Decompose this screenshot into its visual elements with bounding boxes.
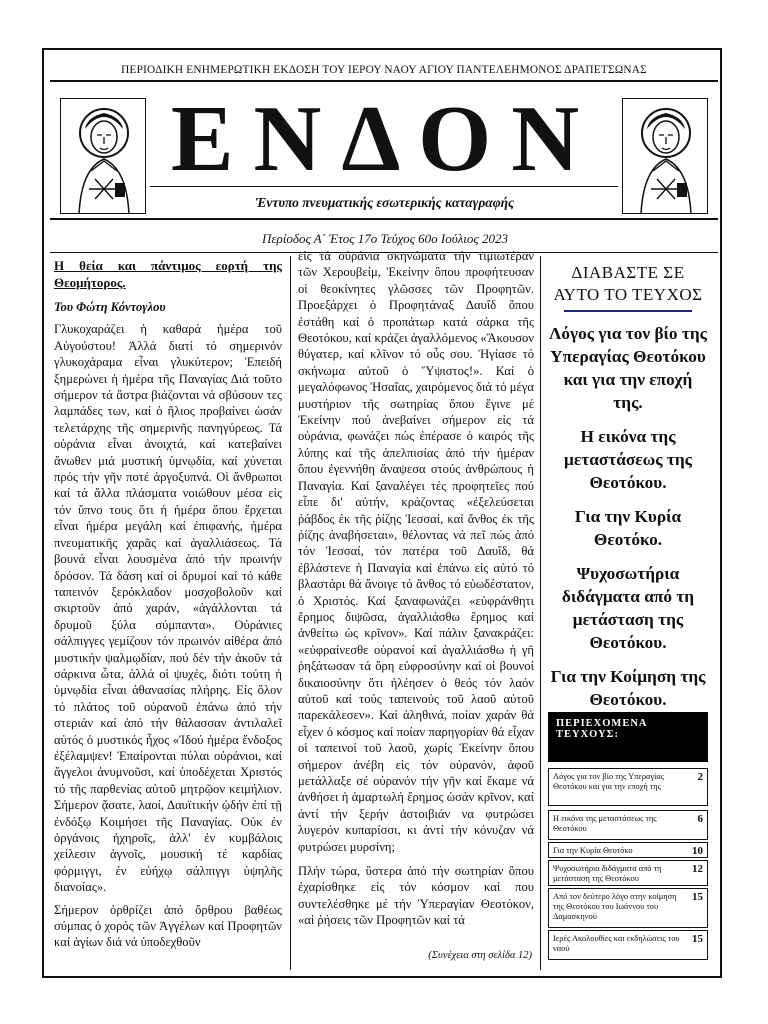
- contents-row-text: Η εικόνα της μεταστάσεως της Θεοτόκου: [553, 814, 657, 833]
- saint-icon-left: [60, 98, 146, 214]
- read-heading-rule: [564, 310, 692, 312]
- contents-row-page: 6: [697, 813, 703, 825]
- article-paragraph: εἰς τά οὐράνια σκηνώματα τήν τιμιωτέραν τῶν Χερουβείμ, Ἐκείνην ὅπου προφήτευσαν οἱ θεοκίνητες γλῶσσες τῶν Προφητῶν. Προεξάρχει ὁ Προφητάναξ Δαυΐδ ὅπου ἐστάθη καί ὁ προπάτωρ κατά σάρκα τῆς Θεοτόκου, καί κράζει ἀγαλλόμενος «Ἄκουσον θύγατερ, καί κλῖνον τό οὖς σου. Ἡγίασε τό σκήνωμα αὐτοῦ ὁ Ὕψιστος!». Καί ὁ μεγαλόφωνος Ἠσαΐας, χαιρόμενος διά τό μέγα μυστήριον τῆς σωτηρίας ὅπου ἔγινε μέ Ἐκείνην πού ἀνεβαίνει σήμερον εἰς τά οὐράνια, φωνάζει πώς ἐπέρασε ὁ καιρός τῆς λύπης καί τῆς ἀπελπισίας ἀπό τήν ἡμέραν ὅπου ἐγεννήθη ἄναψεσα στούς ἀνθρώπους ἡ Παναγία. Καί ξαναλέγει τές προφητεῖες πού εἶπε δι' αὐτήν, κράζοντας «ἐξελεύσεται ῥάβδος ἐκ τῆς ῥίζης Ἰεσσαί, καί ἄνθος ἐκ τῆς ῥίζης ἀναβήσεται», θέλοντας νά πεῖ πώς ἀπό τόν Ἰεσσαί, τόν πατέρα τοῦ Δαυΐδ, θά ἐβλάστενε ἡ Παναγία καί ἐπάνω εἰς αὐτό τό βλαστάρι θά ἄνοιγε τό ἄνθος τό εὐωδέστατον, ὁ Χριστός. Καί ξαναφωνάζει «εὐφράνθητι ἔρημος διψῶσα, ἀγαλλιάσθω ἔρημος καί ἀνθείτω ὡς κρῖνον». Καί πάλιν ξανακράζει: «εὐφραίνεσθε οὐρανοί καί ἀγαλλιάσθω ἡ γῆ ῥηξάτωσαν τά ὄρη εὐφροσύνην καί οἱ βουνοί δικαιοσύνην ὅτι ἠλέησεν ὁ θεός τόν λαόν αὐτοῦ καί τούς ταπεινούς τοῦ λαοῦ αὐτοῦ παρεκάλεσεν». Καί ἀληθινά, ποίαν χαράν θά εἶχεν ὁ κόσμος καί ποίαν παρηγορίαν θά εἶχαν οἱ ταπεινοί τοῦ λαοῦ, χωρίς Ἐκείνην ὅπου σήμερον ἀνέβη εἰς τόν οὐρανόν, ἀφοῦ μετάλλαξε σέ οὐρανόν τήν γῆν καί ἔκαμε νά ἀνθήσει ἡ ἁμαρτωλή ἔρημος ὡσάν κρῖνον, καί ἀντί τήν ξερήν ἀστοιβιάν να φυτρώσει λυγερόν κυπαρίσσι, κι ἀντί τήν κόνυζαν νά φυτρώσει μυρσίνη;: [298, 249, 534, 854]
- contents-row[interactable]: [548, 810, 708, 840]
- article-column-1: [54, 257, 282, 967]
- contents-row-text: Από τον δεύτερο λόγο στην κοίμηση της Θεοτόκου του Ιωάννου του Δαμασκηνού: [553, 892, 677, 921]
- read-item: Ψυχοσωτήρια διδάγματα από τη μετάσταση της Θεοτόκου.: [561, 564, 695, 652]
- masthead-title: ΕΝΔΟΝ: [170, 87, 600, 191]
- column-divider: [290, 256, 291, 970]
- contents-row[interactable]: [548, 842, 708, 858]
- contents-row[interactable]: [548, 888, 708, 928]
- contents-row-text: Ψυχοσωτήρια διδάγματα από τη μετάσταση της Θεοτόκου: [553, 864, 662, 883]
- contents-row-page: 10: [692, 845, 703, 857]
- read-this-issue-box: [548, 256, 708, 722]
- contents-row-page: 15: [692, 891, 703, 903]
- article-paragraph: Σήμερον ὀρθρίζει ἀπό ὄρθρου βαθέως σύμπας ὁ χορός τῶν Ἀγγέλων καί Προφητῶν καί ἁγίων διά νά ὑποδεχθοῦν: [54, 902, 282, 950]
- saint-icon: [61, 99, 146, 214]
- article-column-2: [298, 248, 534, 948]
- contents-row-text: Λόγος για τον βίο της Υπεραγίας Θεοτόκου και για την εποχή της: [553, 772, 665, 791]
- continued-note: (Συνέχεια στη σελίδα 12): [428, 950, 532, 961]
- publisher-line: ΠΕΡΙΟΔΙΚΗ ΕΝΗΜΕΡΩΤΙΚΗ ΕΚΔΟΣΗ ΤΟΥ ΙΕΡΟΥ ΝΑΟΥ ΑΓΙΟΥ ΠΑΝΤΕΛΕΗΜΟΝΟΣ ΔΡΑΠΕΤΣΩΝΑΣ: [121, 64, 647, 76]
- contents-row-text: Για την Κυρία Θεοτόκο: [553, 846, 633, 855]
- contents-title: ΠΕΡΙΕΧΟΜΕΝΑ ΤΕΥΧΟΥΣ:: [548, 712, 708, 762]
- article-title: Η θεία και πάντιμος εορτή της Θεομήτορος.: [54, 258, 282, 290]
- masthead-subtitle: Έντυπο πνευματικής εσωτερικής καταγραφής: [255, 195, 515, 210]
- article-paragraph: Πλήν τώρα, ὕστερα ἀπό τήν σωτηρίαν ὅπου ἐχαρίσθηκε εἰς τόν κόσμον καί που συντελέσθηκε μέ τήν Ὑπεραγίαν Θεοτόκον, «αἱ ῥήσεις τῶν Προφητῶν καί τά: [298, 864, 534, 928]
- contents-row-page: 2: [697, 771, 703, 783]
- read-item: Για την Κοίμηση της Θεοτόκου.: [550, 667, 706, 709]
- contents-row-text: Ιερές Ακολουθίες και εκδηλώσεις του ναού: [553, 934, 680, 953]
- saint-icon-right: [622, 98, 708, 214]
- read-item: Για την Κυρία Θεοτόκο.: [574, 507, 682, 549]
- saint-icon: [623, 99, 708, 214]
- contents-row[interactable]: [548, 768, 708, 806]
- read-item: Λόγος για τον βίο της Υπεραγίας Θεοτόκου και για την εποχή της.: [549, 324, 707, 412]
- header-rule-top: [50, 80, 718, 82]
- article-author: Του Φώτη Κόντογλου: [54, 300, 166, 314]
- title-underline: [150, 186, 618, 187]
- contents-row[interactable]: [548, 930, 708, 960]
- contents-row-page: 15: [692, 933, 703, 945]
- read-item: Η εικόνα της μεταστάσεως της Θεοτόκου.: [564, 427, 692, 492]
- issue-line: Περίοδος Α΄ Έτος 17ο Τεύχος 60ο Ιούλιος 2023: [262, 231, 508, 246]
- contents-row[interactable]: [548, 860, 708, 886]
- read-heading: ΔΙΑΒΑΣΤΕ ΣΕ ΑΥΤΟ ΤΟ ΤΕΥΧΟΣ: [553, 263, 703, 304]
- article-paragraph: Γλυκοχαράζει ἡ καθαρά ἡμέρα τοῦ Αὐγούστου! Ἀλλά διατί τό σημερινόν γλυκοχάραμα εἶναι γλυκύτερον; Ἐπειδή ξημερώνει ἡ ἡμέρα τῆς Παναγίας Διά τοῦτο σήμερον τά ἄστρα βιάζονται νά σβύσουν τες λαμπάδες των, καί ὁ ἥλιος προβαίνει ὡσάν τελετάρχης τῆς σημερινῆς πανηγύρεως. Τά οὐράνια εἶναι ἀνοιχτά, καί κατεβαίνει ἄνωθεν μιά μυστική ὑμνῳδία, καί χύνεται πρός τήν γῆν ποτέ ἀργοξυπνά. Οἱ ἄνθρωποι καί τά ἄλλα πλάσματα νοιώθουν μέσα εἰς τόν ὕπνο τους ὅτι ἡ ἡμέρα ὅπου ἔρχεται εἶναι ἡμέρα μεγάλη καί ἐπιφανής, ἡμέρα πνευματικῆς χαρᾶς καί ἀγαλλιάσεως. Τά βουνά εἶναι λουσμένα ἀπό τήν πρωινήν δρόσον. Τά δάση καί οἱ δρυμοί καί τό κάθε ταπεινόν ξερόκλαδον μοσχοβολοῦν καί σκιρτοῦν ἀπό χαράν, «ἀγάλλονται τά δρυμοῦ ξύλα σύμπαντα». Οὐράνιες σάλπιγγες γεμίζουν τόν πρωινόν αἰθέρα ἀπό μυστικήν ψαλμῳδίαν, πού δέν τήν ἀκοῦν τά σάρκινα ὦτα, ἀλλά οἱ ψυχές, διότι τούτη ἡ ὑμνῳδία εἶναι ἀθανασίας πλήρης. Εἰς ὅλον τό πλάτος τοῦ οὐρανοῦ ἐπάνω ἀπό τήν στεριάν καί ἀπό τήν θάλασσαν ἀντιλαλεῖ αὐτός ὁ μυστικός ἦχος «Ἰδού ἡμέρα ἔνδοξος ἐξέλαμψεν! Ἐπαίρονται πύλαι οὐράνιοι, καί ἄγγελοι ἀνυμνοῦσι, καί ὑποδέχεται Χριστός τό τῆς παρθενίας αὐτοῦ μητρῷον κειμήλιον. Σήμερον ᾄσατε, λαοί, Δαυϊτικήν ᾠδήν ἐπί τῇ ἐνδόξῳ Κοιμήσει τῆς Παναγίας. Οὐκ ἐν ὀργάνοις ἠχηροῖς, ἀλλ' ἐν κυμβάλοις χείλεσιν ἁγνοῖς, μουσική τέ καρδίας φόρμιγγι, ἐν εὐήχῳ σάλπιγγι ὑψηλῆς διανοίας».: [54, 322, 282, 895]
- header-rule-bottom: [50, 218, 718, 220]
- column-divider: [540, 256, 541, 970]
- contents-row-page: 12: [692, 863, 703, 875]
